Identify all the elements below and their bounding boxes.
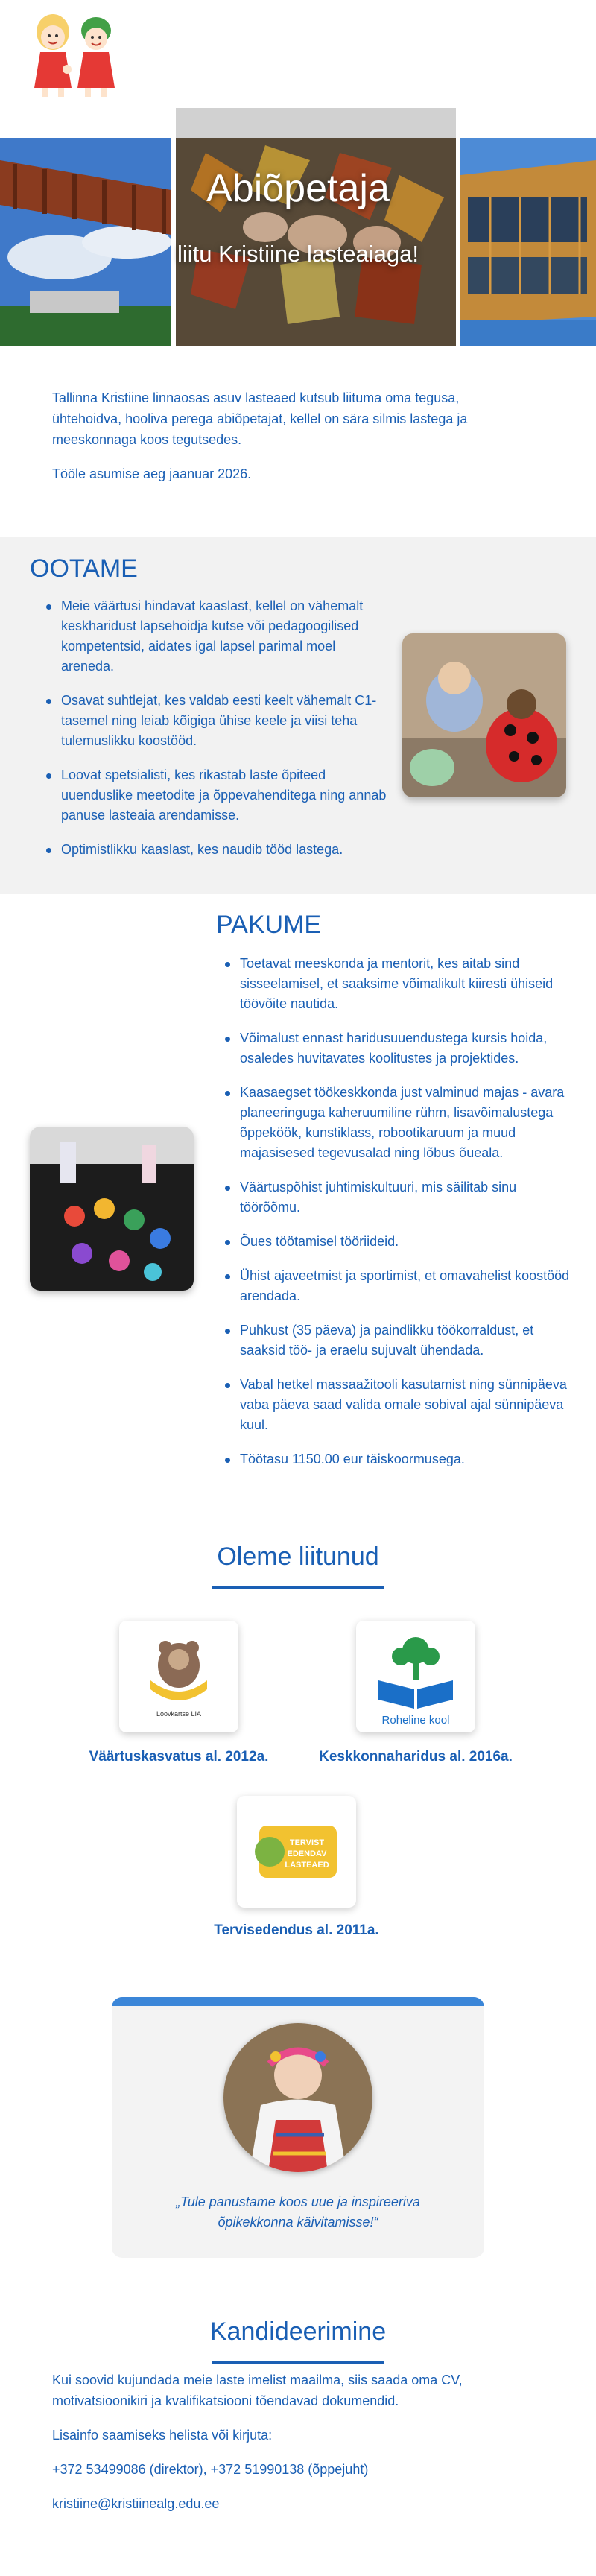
green-school-badge xyxy=(356,1621,475,1732)
children-ladybug-photo xyxy=(402,633,566,797)
list-item: Puhkust (35 päeva) ja paindlikku töökorraldust, et saaksid töö- ja eraelu sujuvalt ühendada. xyxy=(224,1320,574,1361)
list-item: Meie väärtusi hindavat kaaslast, kellel on vähemalt keskharidust lapsehoidja kutse või pedagoogilised kompetentsid, aidates igal lapsel parimal moel areneda. xyxy=(45,596,387,677)
ootame-heading: OOTAME xyxy=(30,554,138,583)
contact-intro: Lisainfo saamiseks helista või kirjuta: xyxy=(52,2428,273,2443)
list-item: Kaasaegset töökeskkonda just valminud majas - avara planeeringuga kaheruumiline rühm, lisavõimalustega õppeköök, kunstiklass, robootikaruum ja muud majasisesed tegevusalad ning lõbus õueala. xyxy=(224,1083,574,1163)
bear-logo-icon xyxy=(119,1621,238,1732)
intro-paragraph: Tallinna Kristiine linnaosas asuv lasteaed kutsub liituma oma tegusa, ühtehoidva, hooliva perega abiõpetajat, kellel on sära silmis lastega ja meeskonnaga koos tegutsedes. xyxy=(52,390,468,447)
svg-text:TERVIST: TERVIST xyxy=(289,1838,325,1847)
hero-photo-left xyxy=(0,108,171,346)
list-item: Väärtuspõhist juhtimiskultuuri, mis säilitab sinu töörõõmu. xyxy=(224,1177,574,1218)
candidate-heading-underline xyxy=(212,2361,384,2364)
svg-text:LASTEAED: LASTEAED xyxy=(285,1861,329,1870)
joined-heading: Oleme liitunud xyxy=(217,1542,379,1571)
hero-title: Abiõpetaja xyxy=(206,167,390,210)
testimonial-card xyxy=(112,1997,484,2258)
kindergarten-logo[interactable] xyxy=(19,6,131,103)
health-promotion-icon xyxy=(237,1796,356,1908)
pakume-list xyxy=(224,954,574,1484)
values-education-badge xyxy=(119,1621,238,1732)
hero-subtitle: liitu Kristiine lasteaiaga! xyxy=(177,241,419,267)
joined-heading-underline xyxy=(212,1586,384,1589)
list-item: Töötasu 1150.00 eur täiskoormusega. xyxy=(224,1449,574,1469)
playground-floor-photo xyxy=(30,1127,194,1291)
contact-phones[interactable]: +372 53499086 (direktor), +372 51990138 (õppejuht) xyxy=(52,2462,369,2477)
pakume-heading: PAKUME xyxy=(216,911,322,939)
list-item: Õues töötamisel tööriideid. xyxy=(224,1232,574,1252)
svg-text:EDENDAV: EDENDAV xyxy=(287,1849,327,1858)
badge-caption: Tervisedendus al. 2011a. xyxy=(214,1922,379,1938)
ootame-list xyxy=(45,596,387,874)
list-item: Optimistlikku kaaslast, kes naudib tööd lastega. xyxy=(45,840,387,860)
list-item: Võimalust ennast haridusuuendustega kursis hoida, osaledes huvitavates koolitustes ja projektides. xyxy=(224,1028,574,1069)
candidate-instructions: Kui soovid kujundada meie laste imelist maailma, siis saada oma CV, motivatsioonikiri ja kvalifikatsiooni tõendavad dokumendid. xyxy=(52,2373,463,2408)
list-item: Ühist ajaveetmist ja sportimist, et omavahelist koostööd arendada. xyxy=(224,1266,574,1306)
intro-section xyxy=(52,387,529,498)
ootame-section xyxy=(0,537,596,894)
list-item: Toetavat meeskonda ja mentorit, kes aitab sind sisseelamisel, et saaksime võimalikult kiiresti ühiseid töövõite nautida. xyxy=(224,954,574,1014)
green-school-icon xyxy=(356,1621,475,1732)
svg-text:Roheline kool: Roheline kool xyxy=(381,1714,450,1727)
candidate-section xyxy=(52,2370,544,2528)
health-promotion-badge xyxy=(237,1796,356,1908)
teacher-photo xyxy=(224,2023,372,2172)
header xyxy=(0,0,596,108)
list-item: Vabal hetkel massaažitooli kasutamist ning sünnipäeva vaba päeva saad valida omale sobival ajal sünnipäeva kuul. xyxy=(224,1375,574,1435)
svg-text:Loovkartse LIA: Loovkartse LIA xyxy=(156,1710,202,1718)
hero-banner xyxy=(0,108,596,346)
hero-photo-right xyxy=(460,108,596,346)
candidate-heading: Kandideerimine xyxy=(209,2317,387,2346)
testimonial-quote: „Tule panustame koos uue ja inspireeriva õpikekkonna käivitamisse!“ xyxy=(176,2194,420,2230)
badge-caption: Väärtuskasvatus al. 2012a. xyxy=(89,1749,269,1765)
list-item: Loovat spetsialisti, kes rikastab laste õpiteed uuenduslike meetodite ja õppevahenditega ning annab panuse lasteaia arendamisse. xyxy=(45,765,387,826)
start-date-text: Tööle asumise aeg jaanuar 2026. xyxy=(52,466,252,481)
contact-email-link[interactable]: kristiine@kristiinealg.edu.ee xyxy=(52,2496,220,2511)
card-accent-bar xyxy=(112,1997,484,2006)
badge-caption: Keskkonnaharidus al. 2016a. xyxy=(319,1749,513,1765)
list-item: Osavat suhtlejat, kes valdab eesti keelt vähemalt C1-tasemel ning leiab kõigiga ühise keele ja viisi teha tulemuslikku koostööd. xyxy=(45,691,387,751)
hero-photo-center xyxy=(176,108,456,346)
